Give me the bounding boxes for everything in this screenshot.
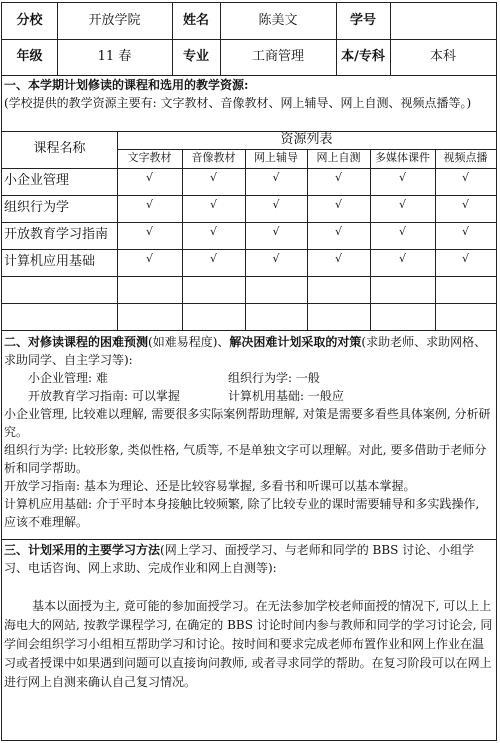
difficulty-item: 计算机用基础: 一般应 [228,389,344,403]
section1-title: 一、本学期计划修读的课程和选用的教学资源: [4,78,249,92]
check-mark: √ [145,251,153,265]
strategy-paragraph: 开放学习指南: 基本为理论、还是比较容易掌握, 多看书和听课可以基本掌握。 [4,479,416,493]
major-value: 工商管理 [251,48,304,64]
row-divider [2,303,496,304]
check-mark: √ [461,224,469,238]
section3-heading [4,541,494,577]
course-name-header: 课程名称 [33,141,86,157]
major-label: 专业 [182,48,209,64]
check-mark: √ [334,251,342,265]
check-mark: √ [272,251,280,265]
check-mark: √ [461,251,469,265]
check-mark: √ [398,170,406,184]
level-value: 本科 [429,48,456,64]
check-mark: √ [209,251,217,265]
school-value: 开放学院 [88,12,141,28]
student-id-value [390,3,496,39]
check-mark: √ [398,197,406,211]
check-mark: √ [145,224,153,238]
section2-title-2: 解决困难计划采取的对策 [229,335,362,349]
level-label: 本/专科 [341,48,385,64]
section2-heading [4,333,494,369]
difficulty-line-1 [4,369,494,387]
check-mark: √ [461,170,469,184]
col-header-multimedia: 多媒体课件 [375,151,430,165]
col-header-text-material: 文字教材 [127,151,172,165]
study-method-paragraph: 基本以面授为主, 竟可能的参加面授学习。在无法参加学校老师面授的情况下, 可以上上海电大的网站, 按教学课程学习, 在确定的 BBS 讨论时间内参与教师和同学的学习讨论会, 同学间会组织学习小组相互帮助学习和讨论。按时间和要求完成老师布置作业和网上作业在温习或者授课中如果遇到问题可以直接询问教师, 或者寻求同学的帮助。在复习阶段可以在网上进行网上自测来确认自己复习情况。 [4,599,493,689]
check-mark: √ [145,197,153,211]
row-divider [2,276,496,277]
course-name: 组织行为学 [4,200,70,216]
check-mark: √ [209,170,217,184]
check-mark: √ [272,170,280,184]
check-mark: √ [209,197,217,211]
difficulty-line-2 [4,387,494,405]
difficulty-item: 开放教育学习指南: 可以掌握 [28,389,180,403]
section3 [4,541,494,692]
section2-title: 二、对修读课程的困难预测 [4,335,149,349]
section3-title: 三、计划采用的主要学习方法 [4,543,161,557]
check-mark: √ [334,170,342,184]
grade-label: 年级 [16,48,43,64]
strategy-paragraph: 小企业管理, 比较难以理解, 需要很多实际案例帮助理解, 对策是需要多看些具体案例, 分析研究。 [4,407,491,439]
check-mark: √ [398,224,406,238]
study-plan-form [1,2,497,741]
col-header-online-test: 网上自测 [316,151,361,165]
check-mark: √ [334,224,342,238]
name-label: 姓名 [182,12,209,28]
school-label: 分校 [16,12,43,28]
col-header-vod: 视频点播 [443,151,488,165]
section2-title-note: (如难易程度)、 [148,335,230,349]
col-header-online-tutoring: 网上辅导 [254,151,298,165]
student-id-label: 学号 [349,12,376,28]
course-name: 开放教育学习指南 [4,227,109,243]
course-name: 小企业管理 [4,173,70,189]
section3-title-note: (网上学习、面授学习、与老师和同学的 BBS 讨论、小组学习、电话咨询、网上求助、完成作业和网上自测等): [4,543,475,575]
col-header-audio-video: 音像教材 [191,151,236,165]
check-mark: √ [334,197,342,211]
row-divider [2,330,496,331]
check-mark: √ [461,197,469,211]
difficulty-item: 小企业管理: 难 [28,371,108,385]
section2 [4,333,494,531]
strategy-paragraph: 计算机应用基础: 介于平时本身接触比较频繁, 除了比较专业的课时需要辅导和多实践操作, 应该不难理解。 [4,497,480,529]
section1-heading [4,76,494,112]
check-mark: √ [145,170,153,184]
difficulty-item: 组织行为学: 一般 [228,371,320,385]
section1-subtitle: (学校提供的教学资源主要有: 文字教材、音像教材、网上辅导、网上自测、视频点播等。) [4,96,472,110]
check-mark: √ [272,197,280,211]
resource-list-header: 资源列表 [280,131,333,147]
section-divider [2,539,496,540]
name-value: 陈美文 [258,12,298,28]
check-mark: √ [209,224,217,238]
strategy-paragraph: 组织行为学: 比较形象, 类似性格, 气质等, 不是单独文字可以理解。对此, 要多借助于老师分析和同学帮助。 [4,443,487,475]
grade-value: 11 春 [97,48,132,64]
check-mark: √ [398,251,406,265]
section2-title-note-2: (求助老师、求助网格、求助同学、自主学习等): [4,335,487,367]
course-name: 计算机应用基础 [4,254,96,270]
check-mark: √ [272,224,280,238]
